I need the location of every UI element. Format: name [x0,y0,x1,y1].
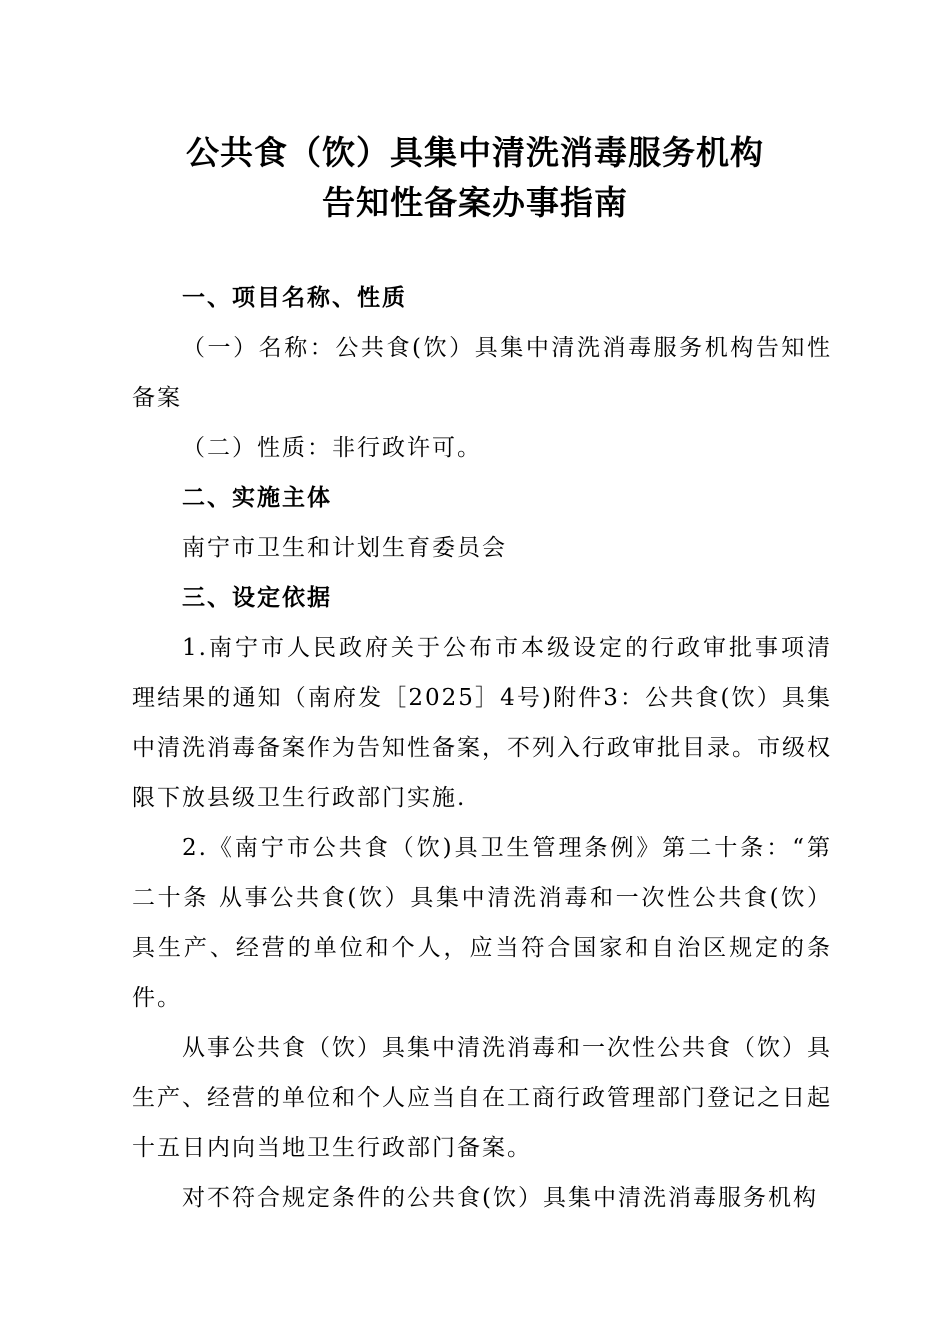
paragraph-implementing-body: 南宁市卫生和计划生育委员会 [182,535,507,561]
section-heading-project-name: 一、项目名称、性质 [182,285,407,311]
paragraph-legal-basis-4: 对不符合规定条件的公共食(饮）具集中清洗消毒服务机构 [182,1185,818,1211]
paragraph-legal-basis-3: 从事公共食（饮）具集中清洗消毒和一次性公共食（饮）具生产、经营的单位和个人应当自在工商行政管理部门登记之日起十五日内向当地卫生行政部门备案。 [132,1035,832,1161]
paragraph-legal-basis-2: 2.《南宁市公共食（饮)具卫生管理条例》第二十条：“第二十条 从事公共食(饮）具集中清洗消毒和一次性公共食(饮）具生产、经营的单位和个人，应当符合国家和自治区规定的条件。 [132,835,832,1011]
paragraph-nature: （二）性质：非行政许可。 [182,435,482,461]
section-heading-implementing-body: 二、实施主体 [182,485,332,511]
document-body [132,273,832,1223]
document-title-line-1: 公共食（饮）具集中清洗消毒服务机构 [186,133,764,172]
section-heading-legal-basis: 三、设定依据 [182,585,332,611]
document-title-line-2: 告知性备案办事指南 [322,183,628,222]
paragraph-name: （一）名称：公共食(饮）具集中清洗消毒服务机构告知性备案 [132,335,832,411]
paragraph-legal-basis-1: 1.南宁市人民政府关于公布市本级设定的行政审批事项清理结果的通知（南府发［2025］4号)附件3：公共食(饮）具集中清洗消毒备案作为告知性备案，不列入行政审批目录。市级权限下放县级卫生行政部门实施. [132,635,832,811]
